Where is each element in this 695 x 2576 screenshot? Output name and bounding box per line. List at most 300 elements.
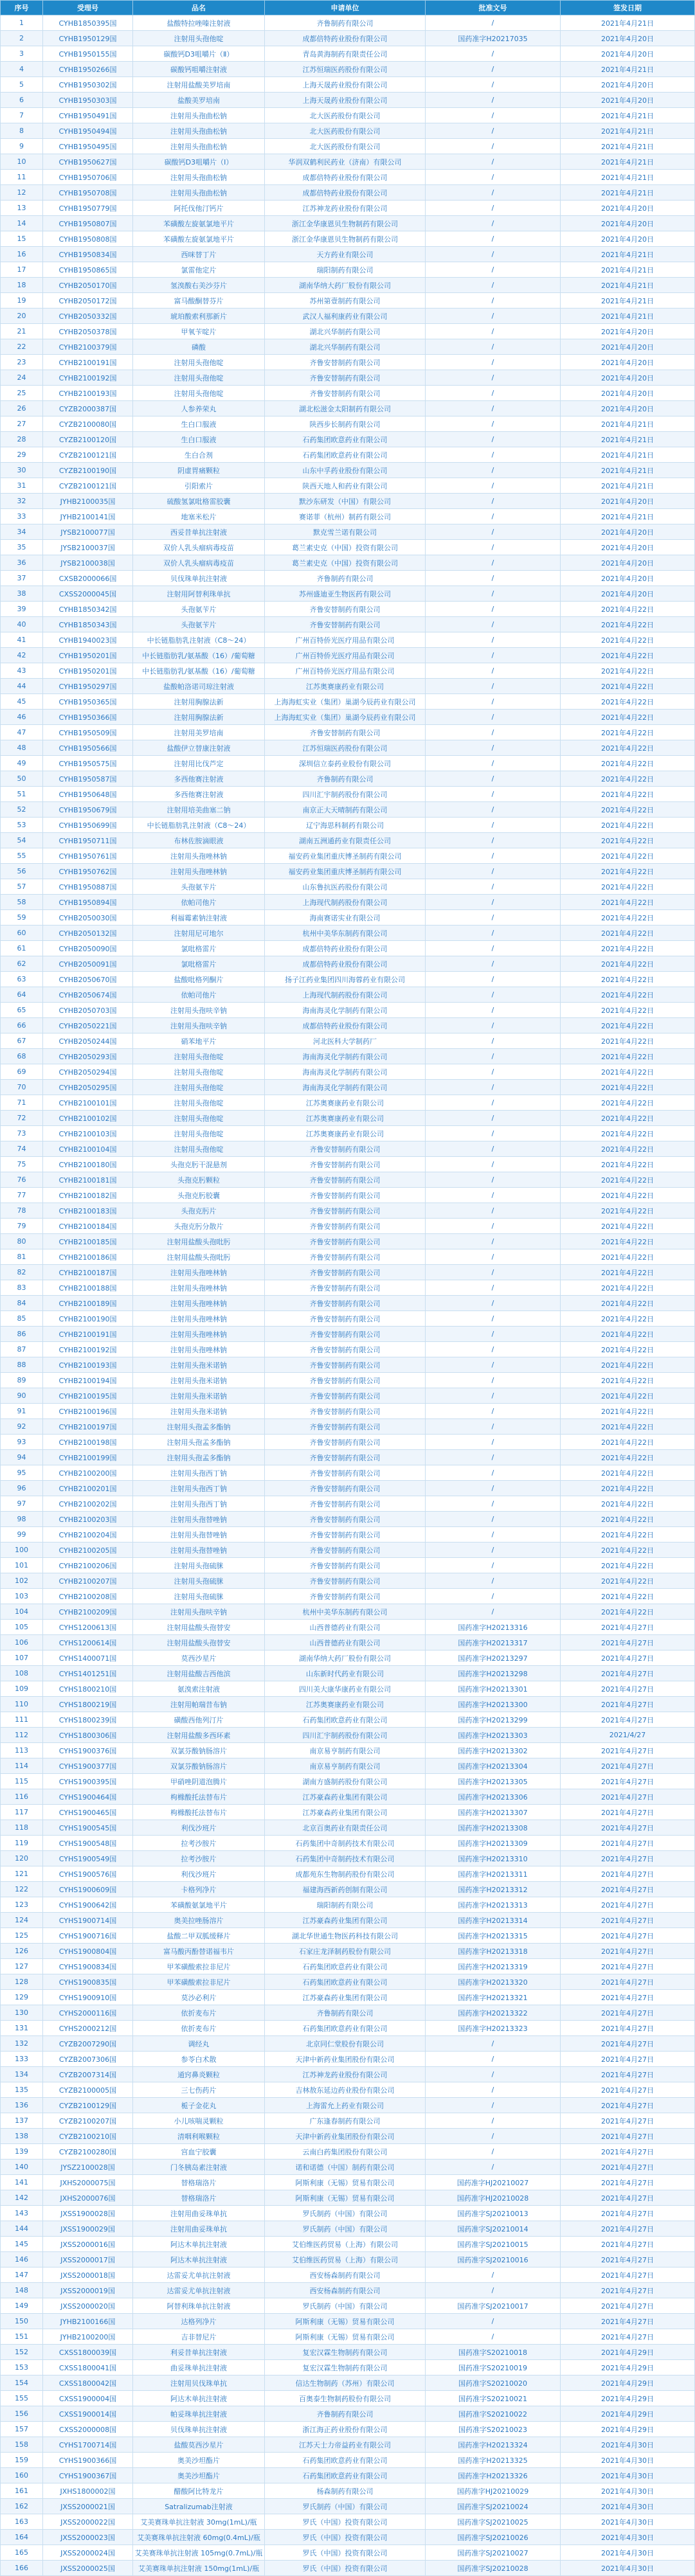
- cell-serial: 85: [1, 1311, 43, 1327]
- cell-acceptance-number: CYHB1850395国: [43, 15, 133, 31]
- cell-acceptance-number: CXSB2000066国: [43, 571, 133, 586]
- cell-product-name: 苯磺酸左旋氨氯地平片: [133, 231, 265, 247]
- cell-product-name: 注射用头孢西丁钠: [133, 1481, 265, 1496]
- cell-serial: 165: [1, 2545, 43, 2561]
- cell-product-name: 清咽利喉颗粒: [133, 2129, 265, 2144]
- table-row: [1, 1774, 695, 1789]
- cell-approval-number: 国药准字H20217035: [426, 31, 561, 46]
- cell-approval-number: 国药准字H20213302: [426, 1743, 561, 1758]
- cell-applicant: 齐鲁安替制药有限公司: [265, 1543, 426, 1558]
- cell-product-name: 阿托伐他汀钙片: [133, 201, 265, 216]
- table-row: [1, 247, 695, 262]
- cell-applicant: 江苏豪森药业集团有限公司: [265, 1913, 426, 1928]
- table-row: [1, 1157, 695, 1172]
- cell-issue-date: 2021年4月21日: [561, 432, 695, 447]
- table-row: [1, 1172, 695, 1188]
- table-row: [1, 1280, 695, 1296]
- cell-issue-date: 2021年4月22日: [561, 1604, 695, 1620]
- cell-acceptance-number: JXSS1900029国: [43, 2221, 133, 2237]
- cell-applicant: 江苏天士力帝益药业有限公司: [265, 2437, 426, 2453]
- cell-applicant: 成都倍特药业股份有限公司: [265, 941, 426, 956]
- cell-applicant: 罗氏制药（中国）有限公司: [265, 2221, 426, 2237]
- cell-applicant: 齐鲁安替制药有限公司: [265, 1157, 426, 1172]
- cell-approval-number: 国药准字SJ20210015: [426, 2237, 561, 2252]
- cell-issue-date: 2021年4月22日: [561, 1296, 695, 1311]
- cell-applicant: 齐鲁制药有限公司: [265, 771, 426, 787]
- cell-serial: 124: [1, 1913, 43, 1928]
- cell-issue-date: 2021年4月27日: [561, 2005, 695, 2021]
- cell-product-name: 注射用头孢替唑钠: [133, 1512, 265, 1527]
- cell-serial: 109: [1, 1681, 43, 1697]
- cell-approval-number: /: [426, 710, 561, 725]
- cell-applicant: 石药集团欧意药业有限公司: [265, 1974, 426, 1990]
- table-row: [1, 1049, 695, 1064]
- cell-product-name: 利福霉素钠注射液: [133, 910, 265, 926]
- cell-acceptance-number: JXSS1900028国: [43, 2206, 133, 2221]
- cell-approval-number: 国药准字H20213321: [426, 1990, 561, 2005]
- cell-approval-number: /: [426, 602, 561, 617]
- table-row: [1, 77, 695, 93]
- table-row: [1, 555, 695, 571]
- table-row: [1, 1897, 695, 1913]
- cell-serial: 107: [1, 1650, 43, 1666]
- table-row: [1, 2067, 695, 2082]
- table-row: [1, 62, 695, 77]
- cell-approval-number: /: [426, 1527, 561, 1543]
- cell-approval-number: /: [426, 1327, 561, 1342]
- cell-applicant: 广州百特侨光医疗用品有限公司: [265, 632, 426, 648]
- cell-product-name: Satralizumab注射液: [133, 2499, 265, 2514]
- cell-acceptance-number: JYHB2100141国: [43, 509, 133, 524]
- table-row: [1, 108, 695, 123]
- cell-approval-number: /: [426, 2144, 561, 2160]
- cell-product-name: 卡格列净片: [133, 1882, 265, 1897]
- cell-applicant: 默沙东研发（中国）有限公司: [265, 494, 426, 509]
- cell-applicant: 齐鲁制药有限公司: [265, 2005, 426, 2021]
- cell-approval-number: /: [426, 2098, 561, 2113]
- cell-approval-number: /: [426, 2329, 561, 2345]
- cell-applicant: 齐鲁安替制药有限公司: [265, 1465, 426, 1481]
- cell-approval-number: 国药准字H20213320: [426, 1974, 561, 1990]
- cell-serial: 30: [1, 463, 43, 478]
- cell-approval-number: 国药准字H20213319: [426, 1959, 561, 1974]
- cell-product-name: 注射用头孢他啶: [133, 1141, 265, 1157]
- cell-acceptance-number: CYHS1400071国: [43, 1650, 133, 1666]
- cell-product-name: 注射用头孢米诺钠: [133, 1388, 265, 1404]
- table-row: [1, 1650, 695, 1666]
- cell-issue-date: 2021年4月27日: [561, 2113, 695, 2129]
- cell-serial: 55: [1, 848, 43, 864]
- cell-issue-date: 2021年4月22日: [561, 1157, 695, 1172]
- cell-issue-date: 2021年4月21日: [561, 278, 695, 293]
- cell-applicant: 齐鲁安替制药有限公司: [265, 1327, 426, 1342]
- cell-applicant: 诺和诺德（中国）制药有限公司: [265, 2160, 426, 2175]
- cell-serial: 129: [1, 1990, 43, 2005]
- table-row: [1, 2267, 695, 2283]
- cell-approval-number: /: [426, 694, 561, 710]
- cell-serial: 78: [1, 1203, 43, 1219]
- cell-product-name: 琥珀酸索利那新片: [133, 309, 265, 324]
- cell-issue-date: 2021年4月27日: [561, 2206, 695, 2221]
- cell-acceptance-number: JXSS2000022国: [43, 2514, 133, 2530]
- table-row: [1, 2283, 695, 2298]
- cell-product-name: 甲苯磺酸索拉非尼片: [133, 1974, 265, 1990]
- table-row: [1, 1866, 695, 1882]
- cell-product-name: 注射用头孢他啶: [133, 1126, 265, 1141]
- cell-applicant: 江苏奥赛康药业有限公司: [265, 1111, 426, 1126]
- cell-serial: 158: [1, 2437, 43, 2453]
- cell-approval-number: /: [426, 1064, 561, 1080]
- cell-issue-date: 2021年4月29日: [561, 2360, 695, 2375]
- cell-acceptance-number: CYHB2100188国: [43, 1280, 133, 1296]
- cell-issue-date: 2021年4月22日: [561, 632, 695, 648]
- cell-serial: 73: [1, 1126, 43, 1141]
- cell-approval-number: /: [426, 339, 561, 355]
- cell-product-name: 头孢克肟干混悬剂: [133, 1157, 265, 1172]
- cell-serial: 149: [1, 2298, 43, 2314]
- cell-applicant: 上海海虹实业（集团）巢湖今辰药业有限公司: [265, 694, 426, 710]
- table-row: [1, 1882, 695, 1897]
- cell-applicant: 南京易亨制药有限公司: [265, 1758, 426, 1774]
- cell-approval-number: 国药准字H20213310: [426, 1851, 561, 1866]
- cell-product-name: 甲硝唑阴道泡腾片: [133, 1774, 265, 1789]
- cell-acceptance-number: CYZB2100121国: [43, 447, 133, 463]
- table-row: [1, 1512, 695, 1527]
- cell-serial: 67: [1, 1033, 43, 1049]
- cell-product-name: 注射用头孢孟多酯钠: [133, 1450, 265, 1465]
- cell-product-name: 盐酸伊立替康注射液: [133, 740, 265, 756]
- cell-issue-date: 2021年4月22日: [561, 1419, 695, 1435]
- cell-acceptance-number: JYSB2100077国: [43, 524, 133, 540]
- cell-approval-number: /: [426, 77, 561, 93]
- cell-applicant: 葛兰素史克（中国）投资有限公司: [265, 540, 426, 555]
- cell-product-name: 注射用头孢唑林钠: [133, 1280, 265, 1296]
- cell-issue-date: 2021年4月22日: [561, 910, 695, 926]
- cell-issue-date: 2021年4月21日: [561, 123, 695, 139]
- cell-approval-number: /: [426, 478, 561, 494]
- cell-approval-number: /: [426, 848, 561, 864]
- cell-product-name: 头孢氨苄片: [133, 617, 265, 632]
- cell-product-name: 奥美沙坦酯片: [133, 2453, 265, 2468]
- table-row: [1, 2113, 695, 2129]
- cell-issue-date: 2021年4月22日: [561, 1450, 695, 1465]
- cell-issue-date: 2021年4月20日: [561, 46, 695, 62]
- cell-applicant: 江苏奥赛康药业有限公司: [265, 1697, 426, 1712]
- cell-applicant: 北京百奥药业有限责任公司: [265, 1820, 426, 1836]
- cell-issue-date: 2021年4月22日: [561, 648, 695, 663]
- cell-issue-date: 2021年4月21日: [561, 293, 695, 309]
- table-row: [1, 2499, 695, 2514]
- cell-applicant: 阿斯利康（无锡）贸易有限公司: [265, 2314, 426, 2329]
- cell-approval-number: 国药准字H20213325: [426, 2453, 561, 2468]
- cell-issue-date: 2021年4月22日: [561, 771, 695, 787]
- cell-acceptance-number: CXSS1800041国: [43, 2360, 133, 2375]
- cell-product-name: 注射用头孢西丁钠: [133, 1496, 265, 1512]
- cell-serial: 48: [1, 740, 43, 756]
- cell-product-name: 阴虚胃痛颗粒: [133, 463, 265, 478]
- cell-product-name: 艾美赛珠单抗注射液 60mg(0.4mL)/瓶: [133, 2530, 265, 2545]
- cell-acceptance-number: CYHB1950201国: [43, 648, 133, 663]
- table-row: [1, 93, 695, 108]
- cell-applicant: 湖南五洲通药业有限责任公司: [265, 833, 426, 848]
- cell-approval-number: /: [426, 1157, 561, 1172]
- cell-serial: 153: [1, 2360, 43, 2375]
- cell-acceptance-number: CYHS1800306国: [43, 1728, 133, 1743]
- cell-product-name: 苯磺酸左旋氨氯地平片: [133, 216, 265, 231]
- cell-serial: 97: [1, 1496, 43, 1512]
- cell-serial: 72: [1, 1111, 43, 1126]
- cell-issue-date: 2021年4月21日: [561, 154, 695, 170]
- cell-product-name: 氢溴酸右美沙芬片: [133, 278, 265, 293]
- cell-acceptance-number: CYHB2100182国: [43, 1188, 133, 1203]
- cell-approval-number: /: [426, 447, 561, 463]
- cell-product-name: 注射用盐酸多西环素: [133, 1728, 265, 1743]
- cell-applicant: 杭州中美华东制药有限公司: [265, 1604, 426, 1620]
- cell-issue-date: 2021年4月27日: [561, 1913, 695, 1928]
- cell-serial: 42: [1, 648, 43, 663]
- table-row: [1, 2406, 695, 2422]
- table-row: [1, 2252, 695, 2267]
- table-row: [1, 987, 695, 1003]
- cell-product-name: 依帕司他片: [133, 895, 265, 910]
- cell-issue-date: 2021年4月27日: [561, 1882, 695, 1897]
- table-row: [1, 2160, 695, 2175]
- cell-applicant: 石家庄龙泽制药股份有限公司: [265, 1944, 426, 1959]
- cell-acceptance-number: JXSS2000017国: [43, 2252, 133, 2267]
- cell-issue-date: 2021年4月21日: [561, 15, 695, 31]
- table-row: [1, 740, 695, 756]
- cell-applicant: 上海现代制药股份有限公司: [265, 987, 426, 1003]
- cell-acceptance-number: CYHB2100197国: [43, 1419, 133, 1435]
- cell-serial: 103: [1, 1589, 43, 1604]
- cell-applicant: 默克雪兰诺有限公司: [265, 524, 426, 540]
- cell-product-name: 中长链脂肪乳/氨基酸（16）/葡萄糖: [133, 648, 265, 663]
- cell-issue-date: 2021年4月22日: [561, 987, 695, 1003]
- cell-applicant: 海南海灵化学制药有限公司: [265, 1003, 426, 1018]
- table-row: [1, 1589, 695, 1604]
- cell-acceptance-number: CYHB2100208国: [43, 1589, 133, 1604]
- cell-acceptance-number: JYSZ2100028国: [43, 2160, 133, 2175]
- cell-approval-number: /: [426, 1311, 561, 1327]
- cell-applicant: 齐鲁安替制药有限公司: [265, 1573, 426, 1589]
- table-row: [1, 139, 695, 154]
- cell-issue-date: 2021年4月27日: [561, 2036, 695, 2052]
- cell-applicant: 天方药业有限公司: [265, 247, 426, 262]
- cell-product-name: 利妥昔单抗注射液: [133, 2345, 265, 2360]
- cell-serial: 136: [1, 2098, 43, 2113]
- cell-acceptance-number: CYHS1200613国: [43, 1620, 133, 1635]
- cell-acceptance-number: CYHS1900834国: [43, 1959, 133, 1974]
- cell-issue-date: 2021年4月21日: [561, 108, 695, 123]
- cell-acceptance-number: CYHB2100199国: [43, 1450, 133, 1465]
- cell-product-name: 碳酸钙D3咀嚼片（Ⅱ）: [133, 46, 265, 62]
- cell-serial: 56: [1, 864, 43, 879]
- cell-product-name: 注射用头孢曲松钠: [133, 139, 265, 154]
- cell-approval-number: /: [426, 139, 561, 154]
- cell-approval-number: 国药准字H20213323: [426, 2021, 561, 2036]
- cell-issue-date: 2021年4月22日: [561, 1018, 695, 1033]
- cell-product-name: 盐酸吡格列酮片: [133, 972, 265, 987]
- cell-serial: 28: [1, 432, 43, 447]
- cell-approval-number: /: [426, 278, 561, 293]
- cell-serial: 134: [1, 2067, 43, 2082]
- cell-applicant: 海南海灵化学制药有限公司: [265, 1080, 426, 1095]
- cell-serial: 111: [1, 1712, 43, 1728]
- cell-acceptance-number: CYHB1950509国: [43, 725, 133, 740]
- cell-product-name: 达格列净片: [133, 2314, 265, 2329]
- cell-issue-date: 2021年4月27日: [561, 2252, 695, 2267]
- cell-issue-date: 2021年4月22日: [561, 1311, 695, 1327]
- table-row: [1, 1465, 695, 1481]
- cell-acceptance-number: CYHB2100190国: [43, 1311, 133, 1327]
- cell-acceptance-number: CYHB2050030国: [43, 910, 133, 926]
- cell-product-name: 注射用头孢唑林钠: [133, 1342, 265, 1357]
- cell-serial: 26: [1, 401, 43, 416]
- cell-acceptance-number: CYHB2100102国: [43, 1111, 133, 1126]
- cell-issue-date: 2021年4月27日: [561, 2283, 695, 2298]
- cell-serial: 132: [1, 2036, 43, 2052]
- cell-issue-date: 2021年4月22日: [561, 1481, 695, 1496]
- cell-approval-number: /: [426, 1049, 561, 1064]
- cell-acceptance-number: JXSS2000020国: [43, 2298, 133, 2314]
- cell-acceptance-number: CYHB1950587国: [43, 771, 133, 787]
- cell-issue-date: 2021年4月21日: [561, 185, 695, 201]
- cell-acceptance-number: CYHB1950575国: [43, 756, 133, 771]
- cell-issue-date: 2021年4月20日: [561, 494, 695, 509]
- cell-issue-date: 2021年4月27日: [561, 1681, 695, 1697]
- cell-approval-number: /: [426, 216, 561, 231]
- table-row: [1, 1959, 695, 1974]
- cell-acceptance-number: CYHS1900465国: [43, 1805, 133, 1820]
- cell-product-name: 曲妥珠单抗注射液: [133, 2360, 265, 2375]
- cell-serial: 44: [1, 679, 43, 694]
- cell-approval-number: 国药准字H20213309: [426, 1836, 561, 1851]
- cell-product-name: 盐酸帕洛诺司琼注射液: [133, 679, 265, 694]
- table-row: [1, 1234, 695, 1249]
- table-row: [1, 2082, 695, 2098]
- cell-applicant: 罗氏（中国）投资有限公司: [265, 2561, 426, 2576]
- cell-serial: 143: [1, 2206, 43, 2221]
- table-row: [1, 2129, 695, 2144]
- cell-product-name: 注射用盐酸头孢替安: [133, 1635, 265, 1650]
- cell-product-name: 盐酸莫西沙星片: [133, 2437, 265, 2453]
- cell-applicant: 上海天晟药业股份有限公司: [265, 77, 426, 93]
- table-row: [1, 262, 695, 278]
- cell-issue-date: 2021年4月27日: [561, 1820, 695, 1836]
- cell-approval-number: /: [426, 62, 561, 77]
- cell-acceptance-number: CYHS2000212国: [43, 2021, 133, 2036]
- table-row: [1, 2005, 695, 2021]
- cell-product-name: 注射用头孢他啶: [133, 1049, 265, 1064]
- cell-serial: 64: [1, 987, 43, 1003]
- cell-applicant: 齐鲁安替制药有限公司: [265, 1219, 426, 1234]
- cell-product-name: 三七伤药片: [133, 2082, 265, 2098]
- cell-approval-number: /: [426, 293, 561, 309]
- cell-applicant: 石药集团欧意药业有限公司: [265, 1712, 426, 1728]
- cell-issue-date: 2021年4月22日: [561, 725, 695, 740]
- cell-serial: 59: [1, 910, 43, 926]
- cell-issue-date: 2021年4月21日: [561, 139, 695, 154]
- table-row: [1, 1342, 695, 1357]
- cell-applicant: 成都苑东生物制药股份有限公司: [265, 1866, 426, 1882]
- cell-applicant: 江苏豪森药业集团有限公司: [265, 1805, 426, 1820]
- cell-applicant: 石药集团欧意药业有限公司: [265, 2021, 426, 2036]
- cell-product-name: 注射用曲妥珠单抗: [133, 2206, 265, 2221]
- cell-approval-number: /: [426, 185, 561, 201]
- cell-serial: 14: [1, 216, 43, 231]
- cell-acceptance-number: CYZB2007314国: [43, 2067, 133, 2082]
- cell-acceptance-number: CXSS2000008国: [43, 2422, 133, 2437]
- table-row: [1, 632, 695, 648]
- cell-acceptance-number: CYHS1200614国: [43, 1635, 133, 1650]
- cell-product-name: 注射用胸腺法新: [133, 710, 265, 725]
- cell-product-name: 注射用头孢曲松钠: [133, 185, 265, 201]
- cell-applicant: 山西普德药业有限公司: [265, 1635, 426, 1650]
- cell-serial: 34: [1, 524, 43, 540]
- cell-issue-date: 2021/4/27: [561, 1728, 695, 1743]
- table-row: [1, 1913, 695, 1928]
- cell-serial: 16: [1, 247, 43, 262]
- cell-acceptance-number: CYHS1900642国: [43, 1897, 133, 1913]
- table-row: [1, 170, 695, 185]
- cell-product-name: 双氯芬酸钠肠溶片: [133, 1743, 265, 1758]
- cell-acceptance-number: CXSS2000045国: [43, 586, 133, 602]
- cell-serial: 53: [1, 818, 43, 833]
- cell-acceptance-number: CYHS1900835国: [43, 1974, 133, 1990]
- cell-serial: 17: [1, 262, 43, 278]
- table-row: [1, 1851, 695, 1866]
- cell-approval-number: /: [426, 879, 561, 895]
- cell-product-name: 依折麦布片: [133, 2005, 265, 2021]
- cell-approval-number: 国药准字SJ20210013: [426, 2206, 561, 2221]
- cell-acceptance-number: JXHS2000075国: [43, 2175, 133, 2190]
- cell-applicant: 辽宁海思科制药有限公司: [265, 818, 426, 833]
- cell-issue-date: 2021年4月22日: [561, 1342, 695, 1357]
- cell-issue-date: 2021年4月27日: [561, 2082, 695, 2098]
- cell-issue-date: 2021年4月22日: [561, 1573, 695, 1589]
- cell-applicant: 江苏豪森药业集团有限公司: [265, 1990, 426, 2005]
- cell-acceptance-number: CYHS1900804国: [43, 1944, 133, 1959]
- table-row: [1, 1928, 695, 1944]
- cell-issue-date: 2021年4月20日: [561, 540, 695, 555]
- cell-issue-date: 2021年4月22日: [561, 602, 695, 617]
- cell-serial: 100: [1, 1543, 43, 1558]
- cell-applicant: 齐鲁安替制药有限公司: [265, 602, 426, 617]
- cell-approval-number: 国药准字H20213318: [426, 1944, 561, 1959]
- cell-acceptance-number: JXSS2000018国: [43, 2267, 133, 2283]
- cell-product-name: 替格瑞洛片: [133, 2190, 265, 2206]
- cell-serial: 38: [1, 586, 43, 602]
- cell-product-name: 富马酸酮替芬片: [133, 293, 265, 309]
- cell-approval-number: 国药准字H20213315: [426, 1928, 561, 1944]
- cell-acceptance-number: CYZB2007306国: [43, 2052, 133, 2067]
- cell-issue-date: 2021年4月29日: [561, 2406, 695, 2422]
- table-row: [1, 1450, 695, 1465]
- table-row: [1, 2298, 695, 2314]
- header-acceptance-number: 受理号: [43, 1, 133, 15]
- cell-acceptance-number: CYHS1900376国: [43, 1743, 133, 1758]
- cell-serial: 47: [1, 725, 43, 740]
- cell-issue-date: 2021年4月20日: [561, 231, 695, 247]
- cell-serial: 11: [1, 170, 43, 185]
- table-row: [1, 1373, 695, 1388]
- cell-applicant: 福安药业集团重庆博圣制药有限公司: [265, 864, 426, 879]
- cell-approval-number: /: [426, 524, 561, 540]
- cell-approval-number: /: [426, 1033, 561, 1049]
- cell-issue-date: 2021年4月22日: [561, 1095, 695, 1111]
- cell-product-name: 注射用盐酸头孢吡肟: [133, 1249, 265, 1265]
- cell-acceptance-number: CYHB2100200国: [43, 1465, 133, 1481]
